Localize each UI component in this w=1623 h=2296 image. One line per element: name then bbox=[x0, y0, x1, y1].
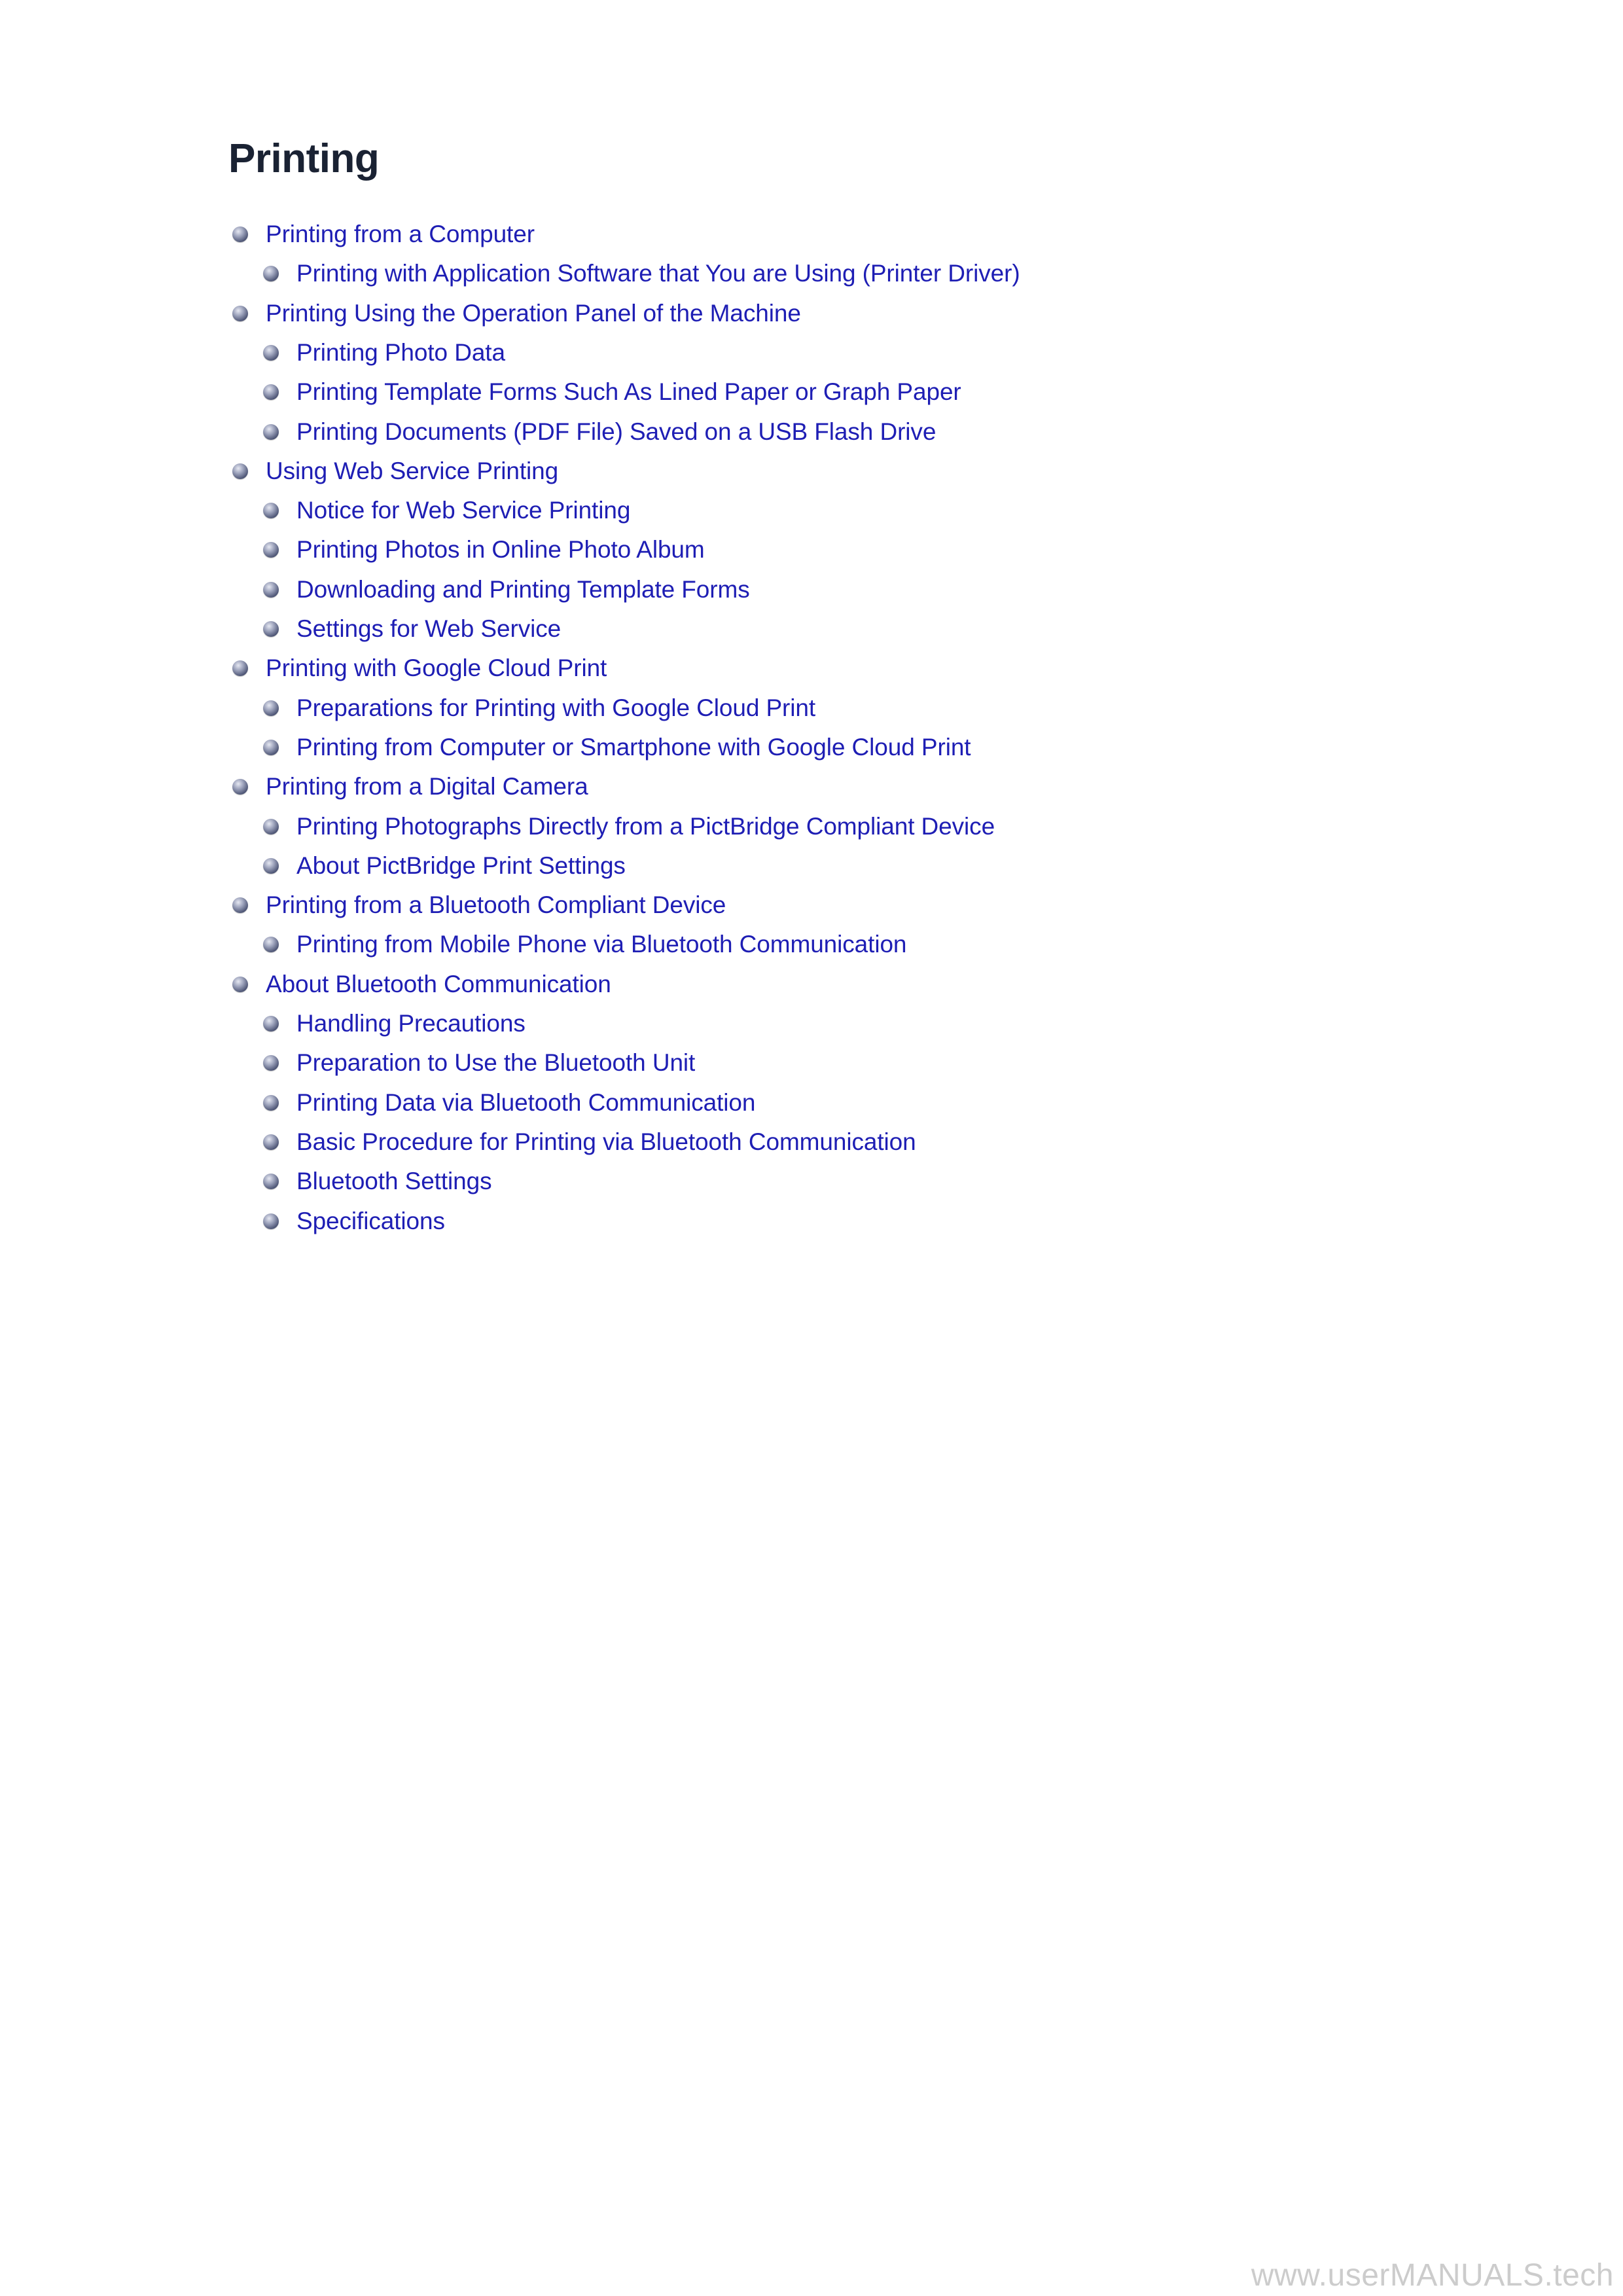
toc-link[interactable]: Preparation to Use the Bluetooth Unit bbox=[296, 1049, 696, 1076]
toc-subitem[interactable] bbox=[263, 689, 815, 728]
toc-link[interactable]: Printing from Computer or Smartphone with Google Cloud Print bbox=[296, 734, 971, 761]
bullet-icon bbox=[263, 542, 279, 558]
toc-link[interactable]: Preparations for Printing with Google Cloud Print bbox=[296, 694, 816, 721]
toc-link[interactable]: Printing Photos in Online Photo Album bbox=[296, 536, 705, 563]
toc-subitem[interactable] bbox=[263, 728, 971, 767]
bullet-icon bbox=[263, 384, 279, 400]
toc-link[interactable]: Printing from a Computer bbox=[266, 221, 535, 247]
toc-item[interactable] bbox=[232, 649, 607, 688]
toc-link[interactable]: About Bluetooth Communication bbox=[266, 971, 611, 997]
toc-subitem[interactable] bbox=[263, 1122, 916, 1162]
toc-subitem[interactable] bbox=[263, 412, 936, 452]
toc-subitem[interactable] bbox=[263, 333, 505, 372]
bullet-icon bbox=[263, 582, 279, 598]
bullet-icon bbox=[263, 740, 279, 755]
bullet-icon bbox=[232, 977, 248, 992]
watermark: www.userMANUALS.tech bbox=[1251, 2258, 1614, 2293]
toc-subitem[interactable] bbox=[263, 372, 961, 412]
bullet-icon bbox=[263, 937, 279, 952]
toc-item[interactable] bbox=[232, 886, 726, 925]
page-title: Printing bbox=[228, 136, 380, 181]
toc-link[interactable]: Printing with Application Software that You are Using (Printer Driver) bbox=[296, 260, 1020, 287]
toc-subitem[interactable] bbox=[263, 530, 705, 569]
bullet-icon bbox=[263, 700, 279, 716]
toc-link[interactable]: Printing Using the Operation Panel of the Machine bbox=[266, 300, 801, 327]
toc-link[interactable]: Printing from a Digital Camera bbox=[266, 773, 588, 800]
toc-link[interactable]: Printing Photographs Directly from a PictBridge Compliant Device bbox=[296, 813, 995, 840]
bullet-icon bbox=[263, 1055, 279, 1071]
toc-link[interactable]: Downloading and Printing Template Forms bbox=[296, 576, 750, 603]
toc-subitem[interactable] bbox=[263, 1004, 526, 1043]
toc-subitem[interactable] bbox=[263, 1043, 695, 1083]
toc-subitem[interactable] bbox=[263, 846, 626, 886]
bullet-icon bbox=[232, 660, 248, 676]
toc-link[interactable]: Handling Precautions bbox=[296, 1010, 526, 1037]
toc-link[interactable]: Printing Documents (PDF File) Saved on a USB Flash Drive bbox=[296, 418, 936, 445]
bullet-icon bbox=[232, 463, 248, 479]
toc-subitem[interactable] bbox=[263, 925, 906, 964]
toc-subitem[interactable] bbox=[263, 609, 561, 649]
bullet-icon bbox=[232, 306, 248, 321]
toc-subitem[interactable] bbox=[263, 491, 630, 530]
toc-link[interactable]: Settings for Web Service bbox=[296, 615, 562, 642]
toc-subitem[interactable] bbox=[263, 570, 750, 609]
bullet-icon bbox=[263, 266, 279, 281]
toc-item[interactable] bbox=[232, 215, 535, 254]
toc-link[interactable]: Using Web Service Printing bbox=[266, 457, 559, 484]
bullet-icon bbox=[232, 779, 248, 795]
toc-subitem[interactable] bbox=[263, 254, 1020, 293]
bullet-icon bbox=[263, 345, 279, 361]
toc-link[interactable]: Bluetooth Settings bbox=[296, 1168, 492, 1194]
toc-item[interactable] bbox=[232, 452, 558, 491]
bullet-icon bbox=[263, 858, 279, 874]
bullet-icon bbox=[263, 1134, 279, 1150]
toc-subitem[interactable] bbox=[263, 807, 995, 846]
toc-link[interactable]: Printing from a Bluetooth Compliant Device bbox=[266, 891, 726, 918]
toc-subitem[interactable] bbox=[263, 1162, 492, 1201]
bullet-icon bbox=[232, 226, 248, 242]
toc-link[interactable]: Printing Data via Bluetooth Communication bbox=[296, 1089, 756, 1116]
bullet-icon bbox=[263, 1095, 279, 1111]
toc-item[interactable] bbox=[232, 294, 801, 333]
bullet-icon bbox=[263, 503, 279, 518]
bullet-icon bbox=[263, 1016, 279, 1031]
toc-link[interactable]: Printing Template Forms Such As Lined Paper or Graph Paper bbox=[296, 378, 961, 405]
toc-link[interactable]: Notice for Web Service Printing bbox=[296, 497, 631, 524]
toc-link[interactable]: Specifications bbox=[296, 1208, 445, 1234]
toc-item[interactable] bbox=[232, 767, 588, 806]
toc-link[interactable]: About PictBridge Print Settings bbox=[296, 852, 626, 879]
bullet-icon bbox=[232, 897, 248, 913]
toc-link[interactable]: Printing with Google Cloud Print bbox=[266, 655, 607, 681]
toc-subitem[interactable] bbox=[263, 1202, 445, 1241]
toc-link[interactable]: Basic Procedure for Printing via Bluetooth Communication bbox=[296, 1128, 916, 1155]
toc-link[interactable]: Printing Photo Data bbox=[296, 339, 505, 366]
bullet-icon bbox=[263, 1213, 279, 1229]
bullet-icon bbox=[263, 1174, 279, 1189]
toc-subitem[interactable] bbox=[263, 1083, 755, 1122]
toc-item[interactable] bbox=[232, 965, 611, 1004]
toc-link[interactable]: Printing from Mobile Phone via Bluetooth Communication bbox=[296, 931, 907, 958]
bullet-icon bbox=[263, 819, 279, 834]
bullet-icon bbox=[263, 621, 279, 637]
bullet-icon bbox=[263, 424, 279, 440]
